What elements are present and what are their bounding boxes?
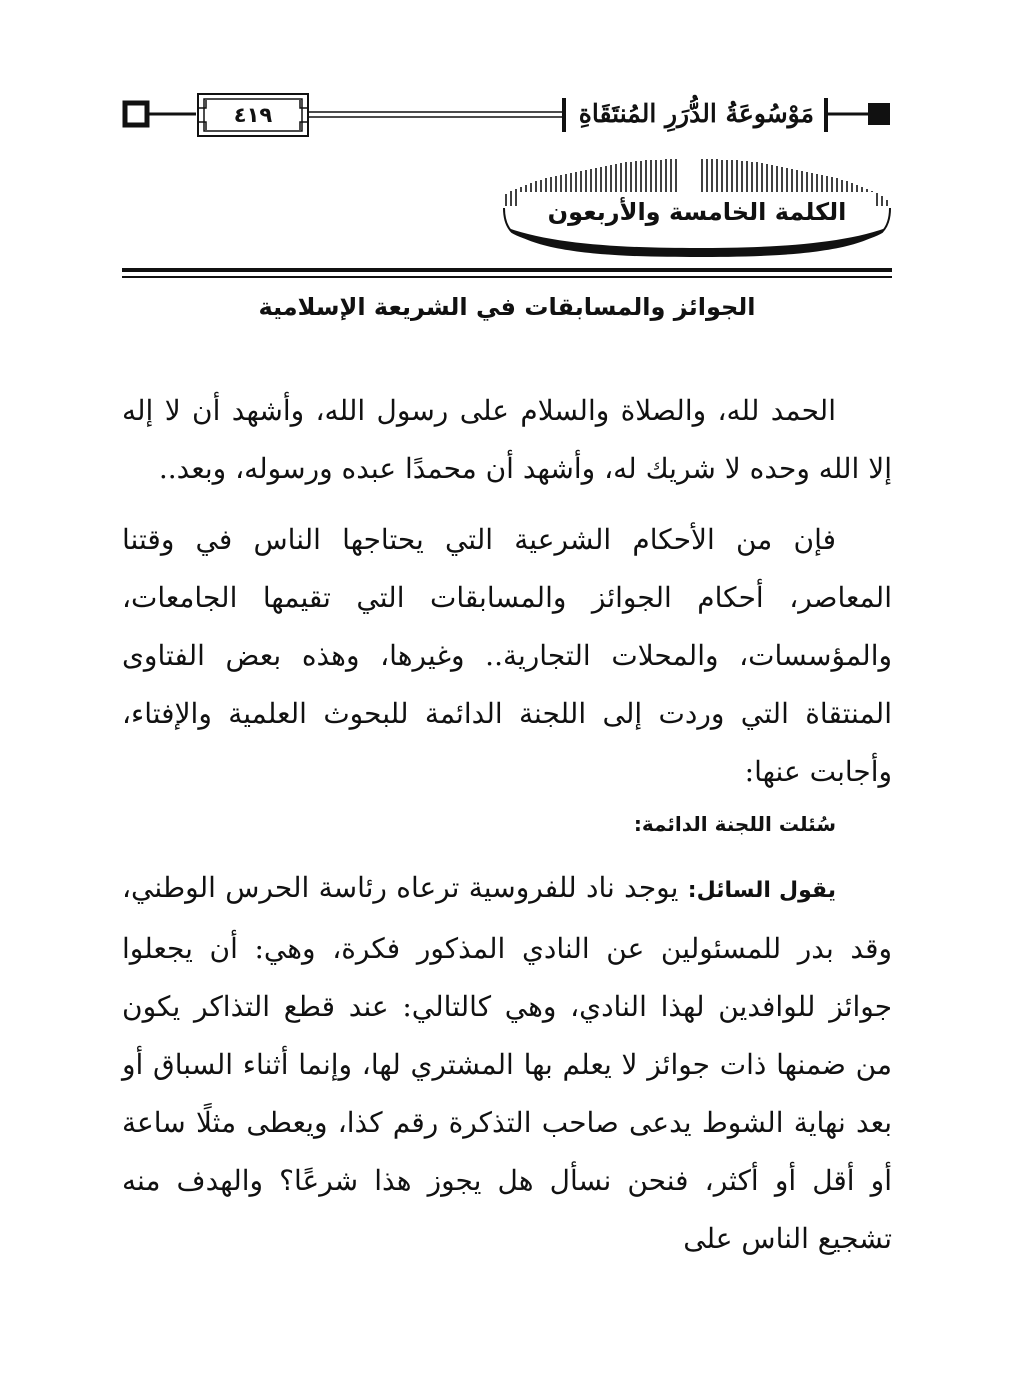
article-body [122,382,892,1268]
chapter-plate [498,156,896,258]
article-heading: الجوائز والمسابقات في الشريعة الإسلامية [258,293,756,321]
series-title: مَوْسُوعَةُ الدُّرَرِ المُنتَقَاةِ [578,98,814,128]
header-rule-thick [122,268,892,272]
fatwa-subheading: سُئلت اللجنة الدائمة: [633,812,836,836]
intro-paragraph: الحمد لله، والصلاة والسلام على رسول الله، وأشهد أن لا إله إلا الله وحده لا شريك له، وأشهد أن محمدًا عبده ورسوله، وبعد.. [122,394,892,485]
running-header [122,86,894,146]
context-paragraph: فإن من الأحكام الشرعية التي يحتاجها الناس في وقتنا المعاصر، أحكام الجوائز والمسابقات التي تقيمها الجامعات، والمؤسسات، والمحلات التجارية.. وغيرها، وهذه بعض الفتاوى المنتقاة التي وردت إلى اللجنة الدائمة للبحوث العلمية والإفتاء، وأجابت عنها: [122,523,892,788]
question-paragraph [122,859,892,1268]
questioner-lead: يقول السائل: [687,878,836,903]
header-rule-thin [122,276,892,278]
question-text: يوجد ناد للفروسية ترعاه رئاسة الحرس الوطني، وقد بدر للمسئولين عن النادي المذكور فكرة، وهي: أن يجعلوا جوائز للوافدين لهذا النادي، وهي كالتالي: عند قطع التذاكر يكون من ضمنها ذات جوائز لا يعلم بها المشتري لها، وإنما أثناء السباق أو بعد نهاية الشوط يدعى صاحب التذكرة رقم كذا، ويعطى مثلًا ساعة أو أقل أو أكثر، فنحن نسأل هل يجوز هذا شرعًا؟ والهدف منه تشجيع الناس على [122,871,892,1255]
page-number: ٤١٩ [233,103,273,127]
chapter-title: الكلمة الخامسة والأربعون [547,198,847,226]
